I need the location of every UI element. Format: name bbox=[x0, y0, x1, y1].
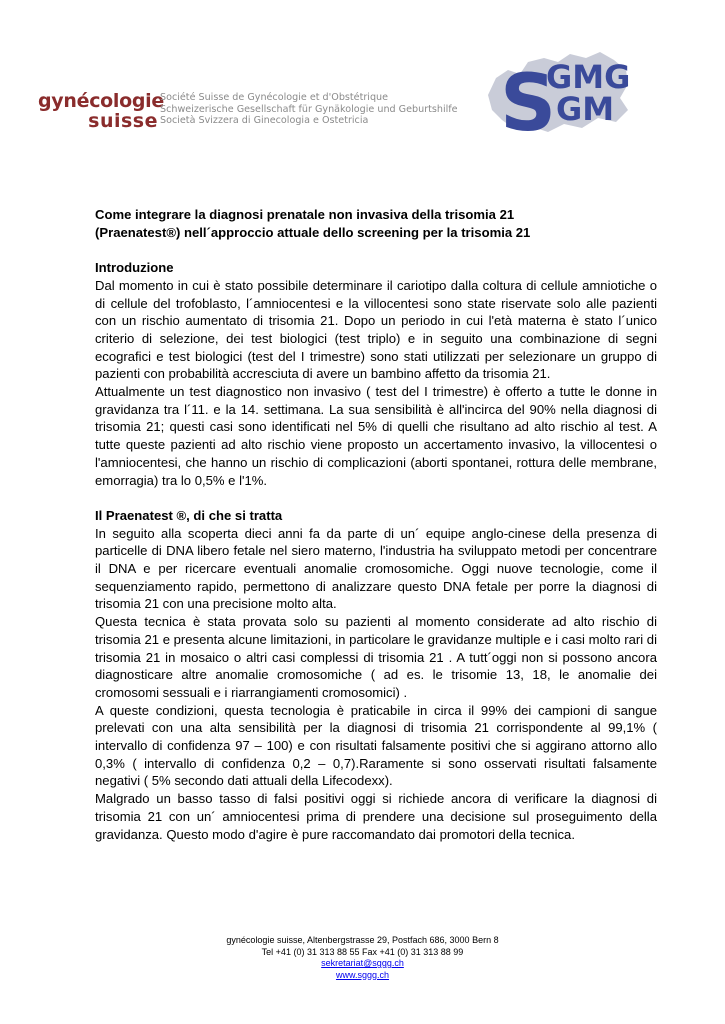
paragraph: Attualmente un test diagnostico non invasivo ( test del I trimestre) è offerto a tutte le donne in gravidanza tra l´11. e la 14. settimana. La sua sensibilità è all'incirca del 90% nella diagnosi di trisomia 21; questi casi sono identificati nel 5% di quelli che risultano ad alto rischio al test. A tutte queste pazienti ad alto rischio viene proposto un accertamento invasivo, la villocentesi o l'amniocentesi, che hanno un rischio di complicazioni (aborti spontanei, rottura delle membrane, emorragia) tra lo 0,5% e l'1%. bbox=[95, 384, 657, 488]
document-title-line-2: (Praenatest®) nell´approccio attuale dello screening per la trisomia 21 bbox=[95, 224, 531, 240]
section-heading-praenatest: Il Praenatest ®, di che si tratta bbox=[95, 507, 283, 523]
logo-bottom-letters: GM bbox=[556, 90, 615, 128]
letterhead bbox=[0, 0, 725, 150]
brand-wordmark bbox=[38, 90, 164, 132]
footer-phone-fax: Tel +41 (0) 31 313 88 55 Fax +41 (0) 31 313 88 99 bbox=[261, 946, 464, 957]
footer-website-link[interactable]: www.sggg.ch bbox=[335, 969, 390, 980]
society-names bbox=[160, 92, 460, 127]
paragraph: A queste condizioni, questa tecnologia è praticabile in circa il 99% dei campioni di sangue prelevati con una alta sensibilità per la diagnosi di trisomia 21 corrispondente al 99,1% ( intervallo di confidenza 97 – 100) e con risultati falsamente positivi che si aggirano attorno allo 0,3% ( intervallo di confidenza 0,2 – 0,7).Raramente si sono osservati risultati falsamente negativi ( 5% secondo dati attuali della Lifecodexx). bbox=[95, 702, 657, 789]
footer-email-link[interactable]: sekretariat@sggg.ch bbox=[321, 958, 404, 968]
document-body bbox=[95, 206, 657, 843]
paragraph: Malgrado un basso tasso di falsi positivi oggi si richiede ancora di verificare la diagnosi di trisomia 21 con un´ amniocentesi prima di prendere una decisione sul proseguimento della gravidanza. Questo modo d'agire è pure raccomandato dai promotori della tecnica. bbox=[95, 791, 657, 842]
document-title-line-1: Come integrare la diagnosi prenatale non invasiva della trisomia 21 bbox=[95, 207, 515, 222]
logo-top-letters: GMG bbox=[546, 58, 631, 96]
paragraph: Dal momento in cui è stato possibile determinare il cariotipo dalla coltura di cellule amniotiche o di cellule del trofoblasto, l´amniocentesi e la villocentesi sono state riservate solo alle pazienti con un rischio aumentato di trisomia 21. Dopo un periodo in cui l'età materna è stato l´unico criterio di selezione, dei test biologici (test triplo) e in seguito una combinazione di segni ecografici e test biologici (test del I trimestre) sono stati utilizzati per selezionare un gruppo di pazienti con probabilità accresciuta di avere un bambino affetto da trisomia 21. bbox=[95, 277, 657, 382]
sggg-logo bbox=[478, 40, 638, 140]
brand-line-1: gynécologie bbox=[38, 90, 164, 112]
paragraph: In seguito alla scoperta dieci anni fa da parte di un´ equipe anglo-cinese della presenza di particelle di DNA libero fetale nel siero materno, l'industria ha sviluppato metodi per concentrare il DNA e per ricercare eventuali anomalie cromosomiche. Oggi nuove tecnologie, come il sequenziamento rapido, permettono di analizzare questo DNA fetale per porre la diagnosi di trisomia 21 con una precisione molto alta. bbox=[95, 525, 657, 612]
society-name-fr: Société Suisse de Gynécologie et d'Obstétrique bbox=[160, 92, 389, 103]
paragraph: Questa tecnica è stata provata solo su pazienti al momento considerate ad alto rischio di trisomia 21 e presenta alcune limitazioni, in particolare le gravidanze multiple e i casi molto rari di trisomia 21 in mosaico o altri casi complessi di trisomia 21 . A tutt´oggi non si possono ancora diagnosticare altre anomalie cromosomiche ( ad es. le trisomie 13, 18, le anomalie dei cromosomi sessuali e i riarrangiamenti cromosomici) . bbox=[95, 614, 657, 700]
footer-address: gynécologie suisse, Altenbergstrasse 29, Postfach 686, 3000 Bern 8 bbox=[226, 935, 499, 945]
brand-line-2: suisse bbox=[88, 110, 158, 132]
logo-big-s: S bbox=[500, 59, 557, 140]
society-name-de: Schweizerische Gesellschaft für Gynäkologie und Geburtshilfe bbox=[160, 103, 458, 115]
society-name-it: Società Svizzera di Ginecologia e Ostetricia bbox=[160, 115, 369, 126]
section-heading-introduction: Introduzione bbox=[95, 260, 174, 276]
page-footer bbox=[0, 935, 725, 981]
